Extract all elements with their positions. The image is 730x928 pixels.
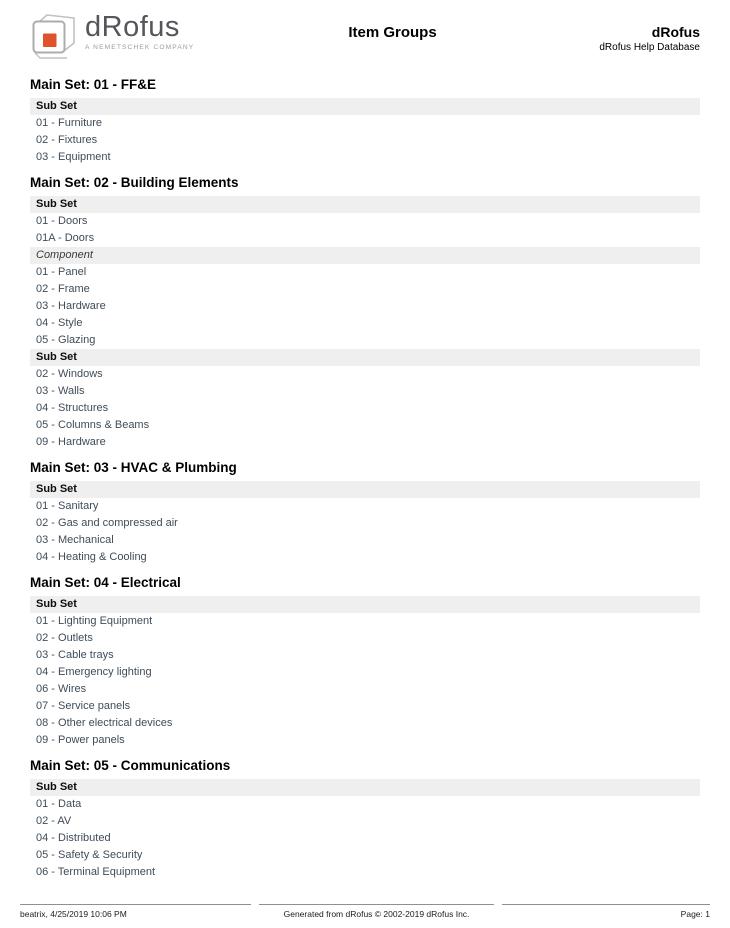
item-group-row: 01 - Furniture: [36, 117, 103, 129]
item-group-row: 03 - Cable trays: [36, 649, 114, 661]
item-group-row: 01 - Data: [36, 798, 82, 810]
subset-header: Sub Set: [30, 596, 700, 613]
item-group-row: 02 - Windows: [36, 368, 103, 380]
item-group-row: 09 - Hardware: [36, 436, 106, 448]
item-group-row: 08 - Other electrical devices: [36, 717, 173, 729]
subset-header: Sub Set: [30, 779, 700, 796]
item-group-row: 01 - Lighting Equipment: [36, 615, 153, 627]
subset-header: Sub Set: [30, 349, 700, 366]
item-group-row: 01 - Panel: [36, 266, 87, 278]
item-group-row: 07 - Service panels: [36, 700, 131, 712]
item-group-row: 03 - Equipment: [36, 151, 111, 163]
item-group-row: 04 - Style: [36, 317, 83, 329]
main-set-title: Main Set: 05 - Communications: [30, 758, 231, 773]
page-title: Item Groups: [348, 24, 437, 41]
item-group-row: 01 - Sanitary: [36, 500, 99, 512]
item-group-row: 09 - Power panels: [36, 734, 125, 746]
item-group-row: 02 - Frame: [36, 283, 90, 295]
header-right: [480, 24, 700, 53]
report-footer: [20, 904, 710, 922]
item-group-row: 04 - Structures: [36, 402, 109, 414]
item-group-row: 02 - Outlets: [36, 632, 93, 644]
drofus-logo: [30, 12, 250, 60]
subset-header: Sub Set: [30, 481, 700, 498]
item-group-row: 03 - Mechanical: [36, 534, 114, 546]
item-group-row: 06 - Terminal Equipment: [36, 866, 156, 878]
database-brand: dRofus: [651, 24, 700, 40]
subset-header: Sub Set: [30, 98, 700, 115]
main-set-title: Main Set: 04 - Electrical: [30, 575, 181, 590]
item-group-row: 04 - Emergency lighting: [36, 666, 152, 678]
item-group-row: 05 - Glazing: [36, 334, 96, 346]
report-body: [0, 74, 730, 881]
report-header: [0, 0, 730, 74]
item-group-row: 02 - Fixtures: [36, 134, 98, 146]
main-set-title: Main Set: 02 - Building Elements: [30, 175, 239, 190]
item-group-row: 05 - Safety & Security: [36, 849, 143, 861]
item-group-row: 02 - AV: [36, 815, 72, 827]
main-set-title: Main Set: 03 - HVAC & Plumbing: [30, 460, 237, 475]
drofus-cube-icon: [30, 12, 76, 60]
logo-brand: dRofus: [85, 11, 180, 43]
item-group-row: 04 - Distributed: [36, 832, 111, 844]
item-group-row: 01 - Doors: [36, 215, 88, 227]
database-name: dRofus Help Database: [599, 42, 700, 53]
footer-page-number: Page: 1: [502, 904, 710, 922]
logo-tagline: A NEMETSCHEK COMPANY: [85, 44, 195, 51]
footer-user-timestamp: beatrix, 4/25/2019 10:06 PM: [20, 904, 251, 922]
item-group-row: 03 - Walls: [36, 385, 85, 397]
component-header: Component: [30, 247, 700, 264]
item-group-row: 02 - Gas and compressed air: [36, 517, 178, 529]
drofus-logo-text: [85, 12, 194, 51]
item-group-row: 05 - Columns & Beams: [36, 419, 150, 431]
item-group-row: 06 - Wires: [36, 683, 87, 695]
item-group-row: 03 - Hardware: [36, 300, 106, 312]
footer-generated-note: Generated from dRofus © 2002-2019 dRofus Inc.: [259, 904, 494, 922]
item-group-row: 04 - Heating & Cooling: [36, 551, 147, 563]
subset-header: Sub Set: [30, 196, 700, 213]
main-set-title: Main Set: 01 - FF&E: [30, 77, 157, 92]
item-group-row: 01A - Doors: [36, 232, 95, 244]
